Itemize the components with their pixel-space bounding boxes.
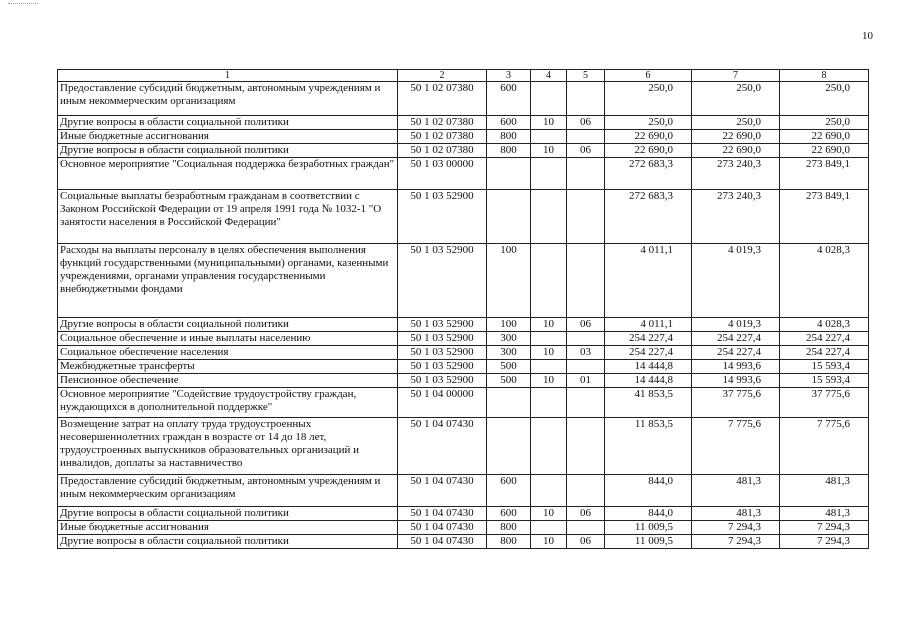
amount-year-3: 4 028,3 — [780, 318, 869, 332]
section-code: 10 — [531, 346, 567, 360]
section-code: 10 — [531, 116, 567, 130]
amount-year-2: 4 019,3 — [692, 318, 780, 332]
amount-year-2: 4 019,3 — [692, 244, 780, 318]
subsection-code — [567, 130, 605, 144]
amount-year-3: 4 028,3 — [780, 244, 869, 318]
section-code — [531, 332, 567, 346]
amount-year-2: 273 240,3 — [692, 158, 780, 190]
amount-year-2: 481,3 — [692, 475, 780, 507]
table-row — [58, 388, 869, 418]
amount-year-1: 41 853,5 — [605, 388, 692, 418]
section-code: 10 — [531, 535, 567, 549]
section-code — [531, 475, 567, 507]
row-name: Пенсионное обеспечение — [58, 374, 398, 388]
target-article-code: 50 1 03 52900 — [398, 374, 487, 388]
target-article-code: 50 1 03 52900 — [398, 318, 487, 332]
section-code — [531, 158, 567, 190]
row-name: Предоставление субсидий бюджетным, автономным учреждениям и иным некоммерческим организациям — [58, 82, 398, 116]
row-name: Основное мероприятие "Социальная поддержка безработных граждан" — [58, 158, 398, 190]
expense-type-code: 100 — [487, 244, 531, 318]
table-row — [58, 130, 869, 144]
row-name: Другие вопросы в области социальной политики — [58, 535, 398, 549]
section-code — [531, 82, 567, 116]
amount-year-2: 14 993,6 — [692, 374, 780, 388]
row-name: Предоставление субсидий бюджетным, автономным учреждениям и иным некоммерческим организациям — [58, 475, 398, 507]
column-number-4: 4 — [531, 70, 567, 82]
target-article-code: 50 1 02 07380 — [398, 144, 487, 158]
subsection-code — [567, 190, 605, 244]
page-number: 10 — [862, 30, 873, 42]
amount-year-1: 250,0 — [605, 116, 692, 130]
expense-type-code: 800 — [487, 521, 531, 535]
amount-year-1: 254 227,4 — [605, 346, 692, 360]
amount-year-2: 254 227,4 — [692, 332, 780, 346]
amount-year-3: 481,3 — [780, 475, 869, 507]
expense-type-code: 800 — [487, 144, 531, 158]
section-code — [531, 244, 567, 318]
amount-year-3: 254 227,4 — [780, 332, 869, 346]
expense-type-code: 300 — [487, 332, 531, 346]
amount-year-2: 254 227,4 — [692, 346, 780, 360]
column-number-7: 7 — [692, 70, 780, 82]
amount-year-1: 844,0 — [605, 507, 692, 521]
table-row — [58, 332, 869, 346]
subsection-code: 06 — [567, 507, 605, 521]
expense-type-code: 300 — [487, 346, 531, 360]
row-name: Другие вопросы в области социальной политики — [58, 507, 398, 521]
subsection-code — [567, 158, 605, 190]
column-number-2: 2 — [398, 70, 487, 82]
subsection-code: 06 — [567, 535, 605, 549]
amount-year-3: 22 690,0 — [780, 130, 869, 144]
row-name: Другие вопросы в области социальной политики — [58, 116, 398, 130]
table-row — [58, 360, 869, 374]
table-row — [58, 82, 869, 116]
subsection-code — [567, 388, 605, 418]
amount-year-3: 37 775,6 — [780, 388, 869, 418]
subsection-code — [567, 418, 605, 475]
amount-year-2: 14 993,6 — [692, 360, 780, 374]
table-row — [58, 418, 869, 475]
target-article-code: 50 1 04 07430 — [398, 418, 487, 475]
amount-year-1: 254 227,4 — [605, 332, 692, 346]
section-code — [531, 190, 567, 244]
target-article-code: 50 1 03 52900 — [398, 244, 487, 318]
target-article-code: 50 1 03 52900 — [398, 346, 487, 360]
amount-year-1: 272 683,3 — [605, 190, 692, 244]
scan-artifact — [8, 3, 38, 5]
section-code: 10 — [531, 318, 567, 332]
row-name: Социальное обеспечение населения — [58, 346, 398, 360]
amount-year-3: 7 294,3 — [780, 535, 869, 549]
amount-year-3: 250,0 — [780, 82, 869, 116]
target-article-code: 50 1 03 52900 — [398, 332, 487, 346]
amount-year-1: 11 009,5 — [605, 521, 692, 535]
target-article-code: 50 1 02 07380 — [398, 82, 487, 116]
amount-year-3: 15 593,4 — [780, 360, 869, 374]
amount-year-1: 272 683,3 — [605, 158, 692, 190]
subsection-code — [567, 244, 605, 318]
amount-year-2: 250,0 — [692, 82, 780, 116]
table-row — [58, 475, 869, 507]
row-name: Расходы на выплаты персоналу в целях обеспечения выполнения функций государственными (муниципальными) органами, казенными учреждениями, органами управления государственными внебюджетными фондами — [58, 244, 398, 318]
amount-year-2: 250,0 — [692, 116, 780, 130]
table-body — [58, 70, 869, 549]
budget-table — [57, 69, 869, 549]
target-article-code: 50 1 04 07430 — [398, 521, 487, 535]
table-row — [58, 116, 869, 130]
target-article-code: 50 1 02 07380 — [398, 116, 487, 130]
target-article-code: 50 1 03 00000 — [398, 158, 487, 190]
subsection-code — [567, 521, 605, 535]
expense-type-code: 800 — [487, 535, 531, 549]
amount-year-3: 250,0 — [780, 116, 869, 130]
expense-type-code: 100 — [487, 318, 531, 332]
table-row — [58, 374, 869, 388]
amount-year-2: 7 294,3 — [692, 521, 780, 535]
subsection-code — [567, 332, 605, 346]
column-number-row — [58, 70, 869, 82]
section-code — [531, 418, 567, 475]
table-row — [58, 535, 869, 549]
expense-type-code — [487, 158, 531, 190]
section-code — [531, 130, 567, 144]
subsection-code — [567, 475, 605, 507]
table-row — [58, 190, 869, 244]
section-code — [531, 360, 567, 374]
amount-year-2: 481,3 — [692, 507, 780, 521]
amount-year-1: 4 011,1 — [605, 244, 692, 318]
expense-type-code — [487, 418, 531, 475]
subsection-code: 03 — [567, 346, 605, 360]
section-code — [531, 521, 567, 535]
amount-year-2: 7 294,3 — [692, 535, 780, 549]
amount-year-2: 7 775,6 — [692, 418, 780, 475]
expense-type-code: 500 — [487, 374, 531, 388]
expense-type-code: 500 — [487, 360, 531, 374]
column-number-3: 3 — [487, 70, 531, 82]
amount-year-3: 15 593,4 — [780, 374, 869, 388]
amount-year-2: 22 690,0 — [692, 130, 780, 144]
section-code: 10 — [531, 507, 567, 521]
section-code: 10 — [531, 374, 567, 388]
target-article-code: 50 1 03 52900 — [398, 360, 487, 374]
subsection-code: 06 — [567, 144, 605, 158]
target-article-code: 50 1 02 07380 — [398, 130, 487, 144]
subsection-code: 06 — [567, 116, 605, 130]
amount-year-1: 22 690,0 — [605, 130, 692, 144]
amount-year-1: 11 853,5 — [605, 418, 692, 475]
amount-year-3: 481,3 — [780, 507, 869, 521]
row-name: Иные бюджетные ассигнования — [58, 130, 398, 144]
expense-type-code — [487, 190, 531, 244]
table-row — [58, 318, 869, 332]
amount-year-1: 844,0 — [605, 475, 692, 507]
table-row — [58, 521, 869, 535]
target-article-code: 50 1 04 00000 — [398, 388, 487, 418]
table-row — [58, 144, 869, 158]
amount-year-2: 22 690,0 — [692, 144, 780, 158]
table-row — [58, 346, 869, 360]
target-article-code: 50 1 04 07430 — [398, 535, 487, 549]
row-name: Социальные выплаты безработным гражданам в соответствии с Законом Российской Федерации от 19 апреля 1991 года № 1032-1 "О занятости населения в Российской Федерации" — [58, 190, 398, 244]
amount-year-1: 11 009,5 — [605, 535, 692, 549]
amount-year-3: 7 775,6 — [780, 418, 869, 475]
amount-year-3: 7 294,3 — [780, 521, 869, 535]
amount-year-1: 250,0 — [605, 82, 692, 116]
row-name: Социальное обеспечение и иные выплаты населению — [58, 332, 398, 346]
expense-type-code — [487, 388, 531, 418]
row-name: Возмещение затрат на оплату труда трудоустроенных несовершеннолетних граждан в возрасте от 14 до 18 лет, трудоустроенных выпускников образовательных организаций и инвалидов, доплаты за наставничество — [58, 418, 398, 475]
expense-type-code: 800 — [487, 130, 531, 144]
subsection-code: 06 — [567, 318, 605, 332]
target-article-code: 50 1 04 07430 — [398, 507, 487, 521]
expense-type-code: 600 — [487, 475, 531, 507]
amount-year-3: 273 849,1 — [780, 190, 869, 244]
section-code — [531, 388, 567, 418]
row-name: Другие вопросы в области социальной политики — [58, 318, 398, 332]
expense-type-code: 600 — [487, 82, 531, 116]
amount-year-3: 273 849,1 — [780, 158, 869, 190]
column-number-5: 5 — [567, 70, 605, 82]
subsection-code — [567, 360, 605, 374]
target-article-code: 50 1 04 07430 — [398, 475, 487, 507]
column-number-8: 8 — [780, 70, 869, 82]
column-number-6: 6 — [605, 70, 692, 82]
expense-type-code: 600 — [487, 116, 531, 130]
column-number-1: 1 — [58, 70, 398, 82]
expense-type-code: 600 — [487, 507, 531, 521]
amount-year-3: 254 227,4 — [780, 346, 869, 360]
amount-year-1: 14 444,8 — [605, 360, 692, 374]
target-article-code: 50 1 03 52900 — [398, 190, 487, 244]
row-name: Основное мероприятие "Содействие трудоустройству граждан, нуждающихся в дополнительной поддержке" — [58, 388, 398, 418]
amount-year-2: 273 240,3 — [692, 190, 780, 244]
subsection-code — [567, 82, 605, 116]
table-row — [58, 507, 869, 521]
section-code: 10 — [531, 144, 567, 158]
amount-year-1: 4 011,1 — [605, 318, 692, 332]
amount-year-2: 37 775,6 — [692, 388, 780, 418]
table-row — [58, 244, 869, 318]
amount-year-3: 22 690,0 — [780, 144, 869, 158]
row-name: Иные бюджетные ассигнования — [58, 521, 398, 535]
subsection-code: 01 — [567, 374, 605, 388]
row-name: Межбюджетные трансферты — [58, 360, 398, 374]
table-row — [58, 158, 869, 190]
row-name: Другие вопросы в области социальной политики — [58, 144, 398, 158]
amount-year-1: 14 444,8 — [605, 374, 692, 388]
amount-year-1: 22 690,0 — [605, 144, 692, 158]
